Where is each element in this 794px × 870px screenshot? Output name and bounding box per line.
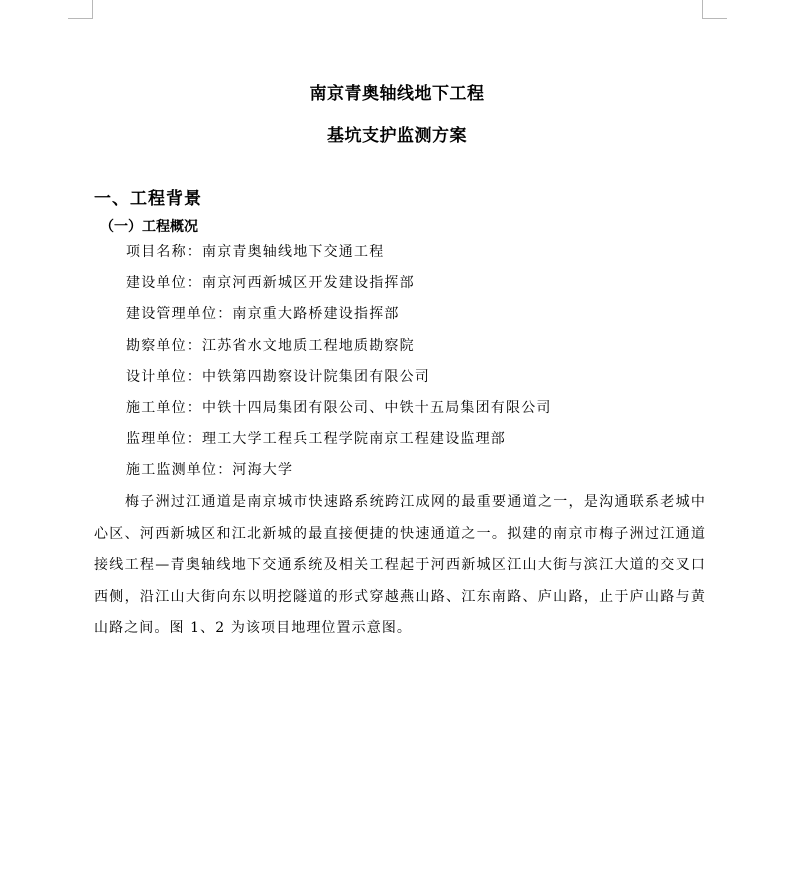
document-title-line2: 基坑支护监测方案 [327, 126, 467, 146]
subsection-heading: （一）工程概况 [100, 219, 198, 235]
info-item-construction-unit [126, 268, 552, 299]
info-label: 施工监测单位： [126, 462, 233, 479]
info-item-management-unit [126, 299, 552, 330]
info-label: 项目名称： [126, 244, 202, 260]
info-item-supervision-unit [126, 424, 552, 455]
info-item-monitoring-unit [126, 455, 552, 486]
project-description-paragraph: 梅子洲过江通道是南京城市快速路系统跨江成网的最重要通道之一，是沟通联系老城中心区、河西新城区和江北新城的最直接便捷的快速通道之一。拟建的南京市梅子洲过江通道接线工程—青奥轴线地下交通系统及相关工程起于河西新城区江山大街与滨江大道的交叉口西侧，沿江山大街向东以明挖隧道的形式穿越燕山路、江东南路、庐山路，止于庐山路与黄山路之间。图 1、2 为该项目地理位置示意图。 [94, 494, 706, 636]
info-item-project-name [126, 237, 552, 268]
info-value: 河海大学 [232, 462, 294, 479]
info-item-survey-unit [126, 331, 552, 362]
info-value: 南京青奥轴线地下交通工程 [202, 244, 385, 260]
info-value: 南京重大路桥建设指挥部 [232, 306, 400, 323]
info-value: 南京河西新城区开发建设指挥部 [202, 275, 415, 292]
info-label: 设计单位： [126, 368, 202, 385]
info-label: 建设管理单位： [126, 306, 233, 323]
info-label: 建设单位： [126, 275, 202, 292]
info-value: 中铁十四局集团有限公司、中铁十五局集团有限公司 [202, 399, 552, 416]
info-label: 施工单位： [126, 399, 202, 416]
info-label: 监理单位： [126, 431, 202, 448]
section-heading: 一、工程背景 [94, 189, 202, 209]
info-value: 江苏省水文地质工程地质勘察院 [202, 337, 415, 354]
info-value: 中铁第四勘察设计院集团有限公司 [202, 368, 430, 385]
info-item-contractor [126, 393, 552, 424]
info-item-design-unit [126, 362, 552, 393]
crop-mark-top-left [68, 0, 93, 19]
crop-mark-top-right [702, 0, 727, 19]
document-title-line1: 南京青奥轴线地下工程 [309, 84, 485, 104]
project-info-list [126, 237, 552, 487]
info-value: 理工大学工程兵工程学院南京工程建设监理部 [202, 431, 506, 448]
info-label: 勘察单位： [126, 337, 202, 354]
